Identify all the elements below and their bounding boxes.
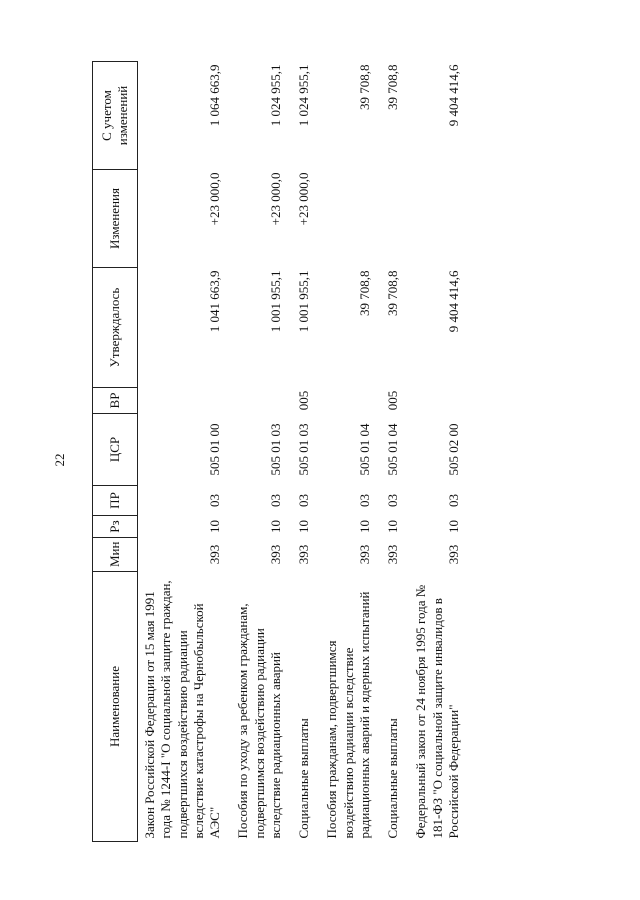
row-with-changes: 1 064 663,9 [207,64,222,127]
row-csr: 505 01 00 [207,423,222,476]
row-pr: 03 [296,494,311,507]
row-vr [231,388,292,414]
table-header-row [93,62,138,842]
row-rz: 10 [356,520,372,533]
row-rz: 10 [207,520,222,533]
row-pr: 03 [207,494,222,507]
header-pr: ПР [93,486,138,516]
header-approved: Утверждалось [93,268,138,388]
header-csr: ЦСР [93,414,138,486]
row-with-changes: 9 404 414,6 [445,64,461,127]
row-name: Пособия по уходу за ребенком гражданам, подвергшимся воздействию радиации вследствие радиационных аварий [235,603,283,839]
row-rz: 10 [267,520,283,533]
header-changes: Изменения [93,170,138,268]
header-min: Мин [93,538,138,572]
row-vr [320,388,381,414]
page-number: 22 [52,453,67,467]
row-name: Социальные выплаты [385,718,400,839]
row-pr: 03 [445,494,461,507]
table-row [292,62,320,842]
budget-sheet [92,62,538,842]
row-changes: +23 000,0 [207,172,222,226]
row-vr [138,388,232,414]
row-vr [409,388,470,414]
row-changes [409,170,470,268]
row-rz: 10 [445,520,461,533]
row-min: 393 [296,544,311,565]
row-with-changes: 39 708,8 [356,64,372,110]
table-row [231,62,292,842]
row-name: Пособия гражданам, подвергшимся воздействию радиации вследствие радиационных аварий и ядерных испытаний [324,591,372,839]
table-row [320,62,381,842]
row-csr: 505 01 04 [385,423,400,476]
row-name: Социальные выплаты [296,718,311,839]
table-row [381,62,409,842]
header-rz: Рз [93,516,138,538]
row-name: Закон Российской Федерации от 15 мая 1991 года № 1244-I "О социальной защите граждан, подвергшихся воздействию радиации вследствие катастрофы на Чернобыльской АЭС" [142,580,222,839]
row-csr: 505 01 03 [296,423,311,476]
row-changes [381,170,409,268]
row-pr: 03 [267,494,283,507]
row-csr: 505 01 04 [356,423,372,476]
row-approved: 39 708,8 [385,270,400,316]
row-pr: 03 [356,494,372,507]
row-approved: 1 041 663,9 [207,270,222,333]
header-with-changes: С учетом изменений [93,62,138,170]
table-row [409,62,470,842]
row-min: 393 [356,544,372,565]
row-min: 393 [445,544,461,565]
row-min: 393 [207,544,222,565]
row-with-changes: 1 024 955,1 [296,64,311,127]
budget-table [92,61,470,842]
row-rz: 10 [385,520,400,533]
row-changes: +23 000,0 [296,172,311,226]
row-pr: 03 [385,494,400,507]
row-min: 393 [385,544,400,565]
row-vr: 005 [296,390,311,411]
row-approved: 39 708,8 [356,270,372,316]
header-vr: ВР [93,388,138,414]
row-csr: 505 01 03 [267,423,283,476]
row-rz: 10 [296,520,311,533]
row-changes: +23 000,0 [267,172,283,226]
row-with-changes: 39 708,8 [385,64,400,110]
table-row [138,62,232,842]
header-name: Наименование [93,572,138,842]
row-vr: 005 [385,390,400,411]
row-csr: 505 02 00 [445,423,461,476]
row-approved: 1 001 955,1 [267,270,283,333]
row-approved: 9 404 414,6 [445,270,461,333]
row-with-changes: 1 024 955,1 [267,64,283,127]
row-approved: 1 001 955,1 [296,270,311,333]
row-changes [320,170,381,268]
row-name: Федеральный закон от 24 ноября 1995 года № 181-ФЗ "О социальной защите инвалидов в Российской Федерации" [413,584,461,839]
row-min: 393 [267,544,283,565]
